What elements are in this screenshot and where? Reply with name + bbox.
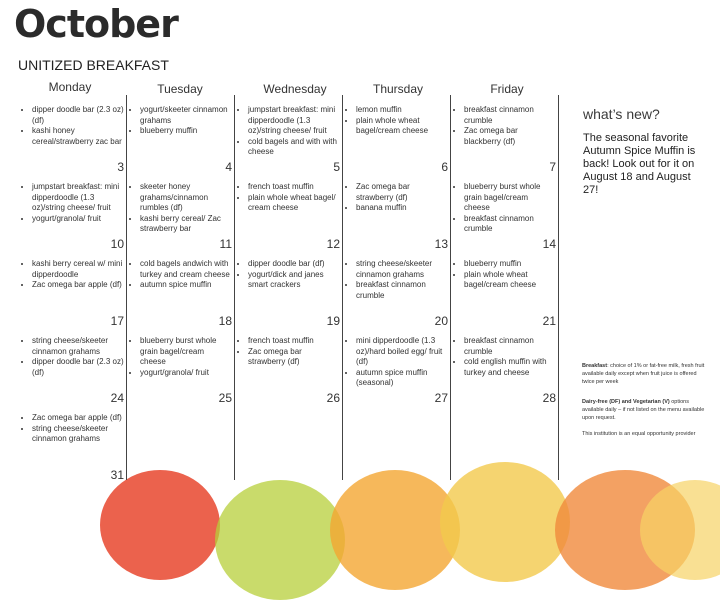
menu-item: • yogurt/granola/ fruit	[140, 368, 232, 379]
menu-item: • Zac omega bar apple (df)	[32, 413, 124, 424]
menu-item: • blueberry burst whole grain bagel/cream cheese	[464, 182, 556, 214]
menu-item: • kashi honey cereal/strawberry zac bar	[32, 126, 124, 147]
menu-item: • blueberry muffin	[140, 126, 232, 137]
menu-item: • yogurt/granola/ fruit	[32, 214, 124, 225]
menu-cell	[346, 105, 448, 137]
menu-cell	[130, 105, 232, 137]
menu-item: • lemon muffin	[356, 105, 448, 116]
menu-item: • plain whole wheat bagel/cream cheese	[464, 270, 556, 291]
menu-item: • autumn spice muffin (seasonal)	[356, 368, 448, 389]
menu-item: • french toast muffin	[248, 182, 340, 193]
menu-item: • yogurt/dick and janes smart crackers	[248, 270, 340, 291]
menu-cell	[238, 336, 340, 368]
date-number: 6	[441, 160, 448, 174]
date-number: 20	[434, 314, 448, 328]
date-number: 21	[542, 314, 556, 328]
menu-item: • dipper doodle bar (df)	[248, 259, 340, 270]
equal-opportunity-note: This institution is an equal opportunity provider	[582, 431, 696, 437]
menu-cell	[238, 105, 340, 158]
menu-item: • autumn spice muffin	[140, 280, 232, 291]
menu-cell	[22, 413, 124, 445]
menu-item: • mini dipperdoodle (1.3 oz)/hard boiled egg/ fruit (df)	[356, 336, 448, 368]
menu-item: • breakfast cinnamon crumble	[464, 336, 556, 357]
menu-cell	[454, 336, 556, 378]
date-number: 28	[542, 391, 556, 405]
page-title: October	[14, 2, 178, 46]
menu-cell	[346, 182, 448, 214]
day-header-monday: Monday	[48, 80, 92, 94]
menu-item: • Zac omega bar blackberry (df)	[464, 126, 556, 147]
dietary-note	[582, 398, 710, 422]
menu-item: • string cheese/skeeter cinnamon grahams	[32, 336, 124, 357]
date-number: 14	[542, 237, 556, 251]
dietary-note-text: options available daily – if not listed on the menu available upon request.	[582, 399, 705, 421]
column-divider	[234, 95, 235, 480]
menu-item: • dipper doodle bar (2.3 oz) (df)	[32, 105, 124, 126]
menu-item: • Zac omega bar strawberry (df)	[356, 182, 448, 203]
day-header-thursday: Thursday	[372, 82, 424, 96]
day-header-wednesday: Wednesday	[263, 82, 327, 96]
menu-cell	[130, 182, 232, 235]
menu-cell	[454, 182, 556, 235]
menu-cell	[130, 259, 232, 291]
date-number: 10	[110, 237, 124, 251]
date-number: 5	[333, 160, 340, 174]
date-number: 12	[326, 237, 340, 251]
menu-cell	[130, 336, 232, 378]
breakfast-note	[582, 362, 710, 386]
date-number: 13	[434, 237, 448, 251]
menu-item: • breakfast cinnamon crumble	[464, 214, 556, 235]
menu-item: • breakfast cinnamon crumble	[356, 280, 448, 301]
menu-cell	[454, 105, 556, 147]
menu-item: • skeeter honey grahams/cinnamon rumbles (df)	[140, 182, 232, 214]
menu-cell	[22, 182, 124, 224]
date-number: 11	[219, 237, 232, 251]
menu-item: • blueberry burst whole grain bagel/cream cheese	[140, 336, 232, 368]
leaf-decoration	[215, 480, 345, 600]
menu-cell	[238, 259, 340, 291]
day-header-tuesday: Tuesday	[157, 82, 203, 96]
menu-item: • dipper doodle bar (2.3 oz) (df)	[32, 357, 124, 378]
menu-cell	[346, 259, 448, 301]
menu-item: • banana muffin	[356, 203, 448, 214]
menu-item: • french toast muffin	[248, 336, 340, 347]
dietary-note-label: Dairy-free (DF) and Vegetarian (V)	[582, 399, 670, 405]
pear-decoration	[440, 462, 570, 582]
column-divider	[450, 95, 451, 480]
menu-cell	[22, 259, 124, 291]
menu-item: • kashi berry cereal w/ mini dipperdoodle	[32, 259, 124, 280]
date-number: 25	[218, 391, 232, 405]
menu-item: • Zac omega bar strawberry (df)	[248, 347, 340, 368]
menu-item: • jumpstart breakfast: mini dipperdoodle (1.3 oz)/string cheese/ fruit	[32, 182, 124, 214]
column-divider	[558, 95, 559, 480]
menu-cell	[22, 336, 124, 378]
date-number: 18	[218, 314, 232, 328]
date-number: 19	[326, 314, 340, 328]
menu-item: • Zac omega bar apple (df)	[32, 280, 124, 291]
date-number: 4	[225, 160, 232, 174]
whats-new-heading: what’s new?	[583, 106, 660, 122]
whats-new-text: The seasonal favorite Autumn Spice Muffin is back! Look out for it on August 18 and August 27!	[583, 132, 696, 196]
day-header-friday: Friday	[490, 82, 524, 96]
menu-item: • plain whole wheat bagel/ cream cheese	[248, 193, 340, 214]
date-number: 24	[110, 391, 124, 405]
menu-item: • cold english muffin with turkey and cheese	[464, 357, 556, 378]
breakfast-note-text: : choice of 1% or fat-free milk, fresh fruit available daily except when fruit juice is offered twice per week	[582, 363, 705, 385]
menu-item: • plain whole wheat bagel/cream cheese	[356, 116, 448, 137]
date-number: 27	[434, 391, 448, 405]
menu-item: • breakfast cinnamon crumble	[464, 105, 556, 126]
menu-cell	[22, 105, 124, 147]
column-divider	[126, 95, 127, 480]
menu-item: • string cheese/skeeter cinnamon grahams	[32, 424, 124, 445]
menu-item: • cold bagels andwich with turkey and cream cheese	[140, 259, 232, 280]
menu-item: • string cheese/skeeter cinnamon grahams	[356, 259, 448, 280]
breakfast-note-label: Breakfast	[582, 363, 608, 369]
date-number: 17	[110, 314, 124, 328]
menu-item: • blueberry muffin	[464, 259, 556, 270]
menu-item: • kashi berry cereal/ Zac strawberry bar	[140, 214, 232, 235]
menu-item: • jumpstart breakfast: mini dipperdoodle (1.3 oz)/string cheese/ fruit	[248, 105, 340, 137]
page-subtitle: UNITIZED BREAKFAST	[18, 57, 169, 73]
date-number: 3	[117, 160, 124, 174]
menu-item: • yogurt/skeeter cinnamon grahams	[140, 105, 232, 126]
date-number: 26	[326, 391, 340, 405]
menu-item: • cold bagels and with with cheese	[248, 137, 340, 158]
apple-decoration	[100, 470, 220, 580]
menu-cell	[346, 336, 448, 389]
menu-cell	[238, 182, 340, 214]
date-number: 7	[549, 160, 556, 174]
column-divider	[342, 95, 343, 480]
date-number: 31	[110, 468, 124, 482]
menu-cell	[454, 259, 556, 291]
